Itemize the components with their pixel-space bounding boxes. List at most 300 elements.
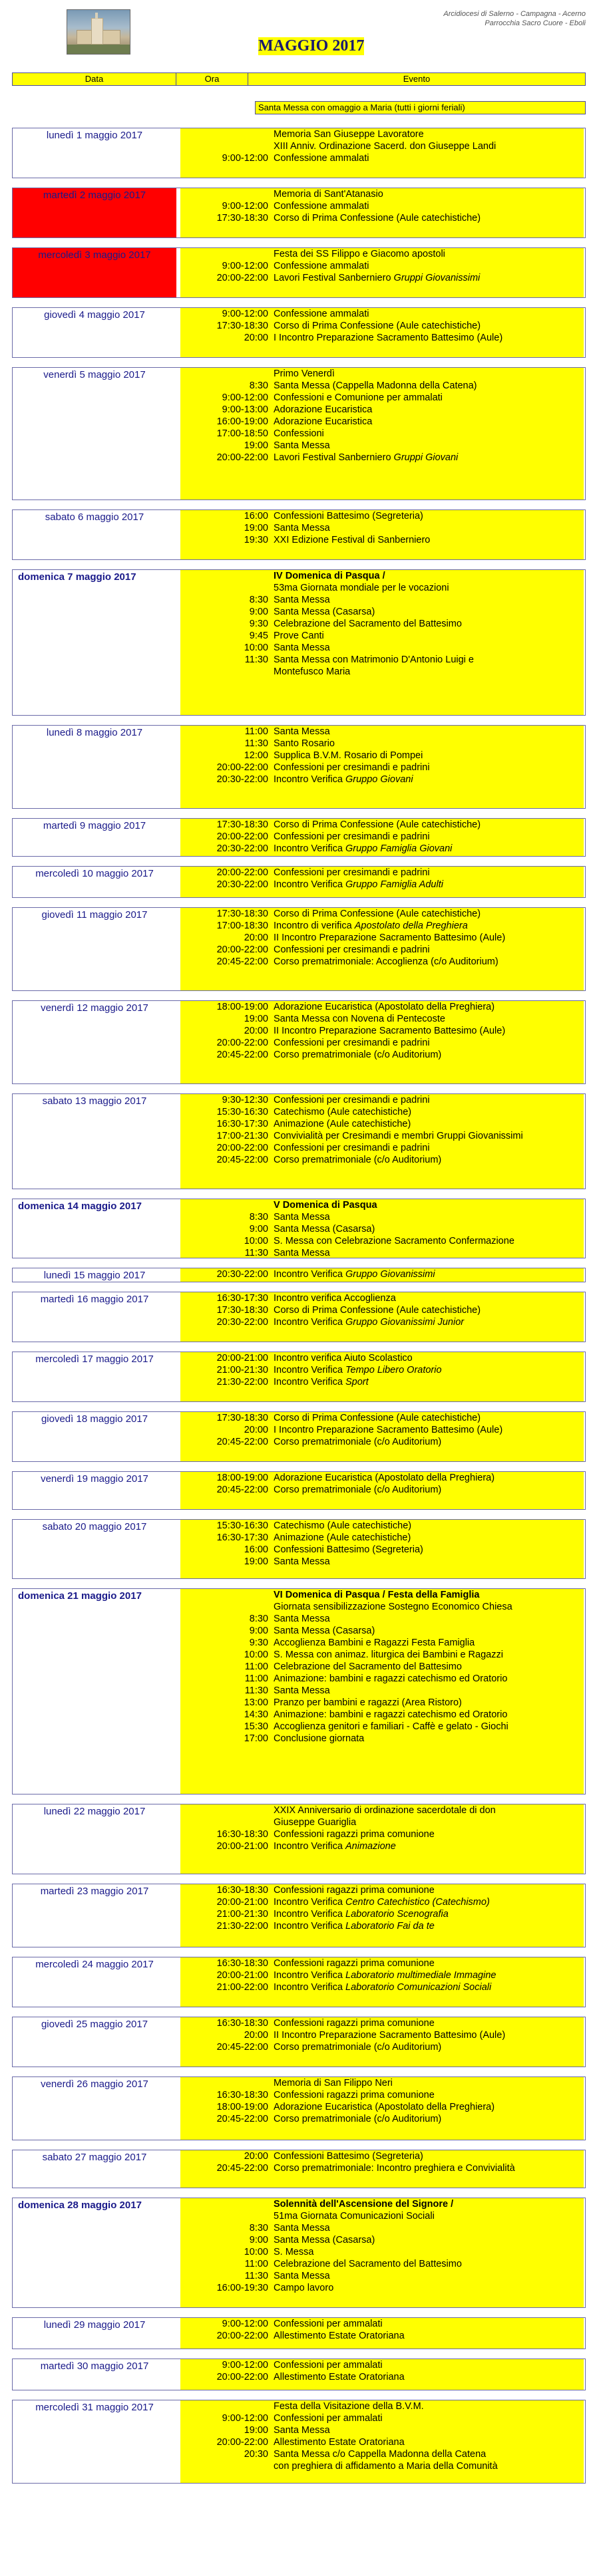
event-row [180, 879, 584, 891]
event-description: Confessioni [274, 428, 324, 439]
event-description: XIII Anniv. Ordinazione Sacerd. don Giuseppe Landi [274, 141, 497, 152]
event-row [180, 1908, 584, 1920]
event-time: 19:00 [244, 440, 268, 451]
event-time: 20:00-22:00 [216, 2372, 268, 2382]
header [12, 9, 586, 68]
event-time: 11:30 [244, 1685, 268, 1696]
event-row [180, 2270, 584, 2282]
event-description: Accoglienza Bambini e Ragazzi Festa Famiglia [274, 1638, 475, 1648]
event-time: 17:00 [244, 1733, 268, 1744]
event-time: 9:30 [249, 619, 268, 629]
event-row [180, 1673, 584, 1685]
event-description: Catechismo (Aule catechistiche) [274, 1520, 412, 1531]
event-description: Confessioni Battesimo (Segreteria) [274, 1544, 423, 1555]
event-row [180, 2371, 584, 2383]
event-description: Corso di Prima Confessione (Aule catechistiche) [274, 1305, 481, 1316]
event-row [180, 1268, 584, 1280]
event-description: Incontro Verifica Sport [274, 1377, 369, 1387]
event-group: Apostolato della Preghiera [354, 921, 468, 931]
event-description: Corso di Prima Confessione (Aule catechistiche) [274, 321, 481, 331]
event-description: Confessioni per cresimandi e padrini [274, 762, 430, 773]
event-row [180, 2412, 584, 2424]
event-time: 17:30-18:30 [216, 1413, 268, 1423]
event-row [180, 606, 584, 618]
event-row [180, 1118, 584, 1130]
day-block [12, 1199, 586, 1258]
event-time [180, 1601, 272, 1613]
event-group: Gruppi Giovani [393, 452, 459, 463]
event-description: Santa Messa [274, 1556, 330, 1567]
event-description: S. Messa con Celebrazione Sacramento Confermazione [274, 1236, 514, 1246]
event-row [180, 534, 584, 546]
event-description: Montefusco Maria [274, 666, 351, 677]
event-time: 21:00-22:00 [216, 1982, 268, 1993]
day-date: sabato 6 maggio 2017 [45, 511, 144, 523]
day-block [12, 247, 586, 298]
event-time: 20:45-22:00 [216, 2163, 268, 2174]
event-row [180, 2246, 584, 2258]
day-block [12, 1292, 586, 1342]
event-description: Incontro Verifica Tempo Libero Oratorio [274, 1365, 442, 1375]
event-time [180, 570, 272, 582]
event-row [180, 1142, 584, 1154]
day-date: giovedì 4 maggio 2017 [44, 309, 145, 321]
event-time: 17:00-18:50 [216, 428, 268, 439]
day-events [180, 1292, 584, 1342]
event-description: Confessioni per ammalati [274, 2360, 383, 2370]
event-row [180, 570, 584, 582]
event-row [180, 738, 584, 750]
event-description: Incontro Verifica Laboratorio Scenografia [274, 1909, 449, 1920]
event-description: IV Domenica di Pasqua / [274, 571, 385, 581]
event-description: Incontro Verifica Animazione [274, 1841, 396, 1852]
event-row [180, 1292, 584, 1304]
event-description: Incontro Verifica Laboratorio Fai da te [274, 1921, 435, 1932]
event-time: 11:30 [244, 2271, 268, 2281]
event-time: 9:00-12:00 [222, 2319, 268, 2329]
event-row [180, 932, 584, 944]
event-row [180, 1697, 584, 1709]
day-events [180, 1804, 584, 1874]
event-description: Confessione ammalati [274, 309, 369, 319]
event-time: 12:00 [244, 750, 268, 761]
event-row [180, 1472, 584, 1484]
event-description: Santa Messa [274, 1685, 330, 1696]
event-row [180, 428, 584, 440]
event-time: 20:00 [244, 1026, 268, 1036]
event-row [180, 1733, 584, 1745]
event-description: Corso prematrimoniale (c/o Auditorium) [274, 1050, 442, 1060]
event-time: 16:30-17:30 [216, 1293, 268, 1304]
day-date: martedì 30 maggio 2017 [40, 2361, 149, 2372]
event-row [180, 2258, 584, 2270]
day-events [180, 1884, 584, 1947]
event-description: Santa Messa [274, 1212, 330, 1222]
event-time [180, 2198, 272, 2210]
event-time: 21:00-21:30 [216, 1909, 268, 1920]
event-time: 20:00 [244, 333, 268, 343]
event-time [180, 1199, 272, 1211]
day-events [180, 188, 584, 237]
event-description: Catechismo (Aule catechistiche) [274, 1107, 412, 1117]
event-time: 8:30 [249, 380, 268, 391]
event-row [180, 140, 584, 152]
event-time: 9:00 [249, 607, 268, 617]
event-group: Laboratorio Fai da te [345, 1921, 435, 1932]
event-description: Confessioni ragazzi prima comunione [274, 1958, 435, 1969]
day-date: giovedì 18 maggio 2017 [41, 1413, 148, 1425]
event-time: 17:00-18:30 [216, 921, 268, 931]
event-time: 9:30 [249, 1638, 268, 1648]
day-events [180, 908, 584, 990]
event-description: Incontro Verifica Centro Catechistico (Catechismo) [274, 1897, 490, 1908]
event-time [180, 140, 272, 152]
day-events [180, 1589, 584, 1794]
day-date: giovedì 11 maggio 2017 [41, 909, 148, 921]
event-description: Santa Messa (Casarsa) [274, 2235, 375, 2245]
event-row [180, 212, 584, 224]
event-time: 20:00-21:00 [216, 1841, 268, 1852]
day-date: sabato 27 maggio 2017 [42, 2152, 147, 2163]
event-time: 9:00-12:00 [222, 309, 268, 319]
event-row [180, 2424, 584, 2436]
event-time: 17:30-18:30 [216, 819, 268, 830]
event-row [180, 1352, 584, 1364]
day-block [12, 1471, 586, 1510]
event-row [180, 2162, 584, 2174]
event-time [180, 2400, 272, 2412]
day-events [180, 1957, 584, 2007]
event-row [180, 1199, 584, 1211]
event-description: XXIX Anniversario di ordinazione sacerdotale di don [274, 1805, 496, 1816]
event-row [180, 1685, 584, 1697]
event-description: Allestimento Estate Oratoriana [274, 2372, 405, 2382]
event-time: 19:00 [244, 1556, 268, 1567]
event-row [180, 666, 584, 678]
event-description: Confessioni ragazzi prima comunione [274, 2018, 435, 2029]
event-time [180, 2460, 272, 2472]
event-row [180, 594, 584, 606]
event-time: 20:00-21:00 [216, 1897, 268, 1908]
event-description: Confessioni per cresimandi e padrini [274, 867, 430, 878]
event-row [180, 1613, 584, 1625]
event-time: 20:30-22:00 [216, 843, 268, 854]
event-row [180, 1828, 584, 1840]
event-time: 10:00 [244, 2247, 268, 2257]
day-date: mercoledì 3 maggio 2017 [13, 248, 176, 297]
day-date: martedì 2 maggio 2017 [13, 188, 176, 237]
day-block [12, 188, 586, 238]
event-row [180, 2234, 584, 2246]
day-date: domenica 21 maggio 2017 [18, 1590, 142, 1602]
event-row [180, 2330, 584, 2342]
event-time: 11:00 [244, 1673, 268, 1684]
event-row [180, 522, 584, 534]
event-time: 20:00-22:00 [216, 2437, 268, 2448]
event-description: Corso prematrimoniale (c/o Auditorium) [274, 1485, 442, 1495]
day-block [12, 1093, 586, 1189]
event-row [180, 944, 584, 956]
event-description: Corso di Prima Confessione (Aule catechistiche) [274, 1413, 481, 1423]
event-time: 8:30 [249, 1212, 268, 1222]
event-time: 16:30-18:30 [216, 1829, 268, 1840]
event-time: 19:00 [244, 2425, 268, 2436]
event-time: 9:00 [249, 2235, 268, 2245]
event-row [180, 1484, 584, 1496]
day-date: lunedì 1 maggio 2017 [46, 130, 143, 141]
event-description: Confessioni per ammalati [274, 2413, 383, 2424]
event-time: 11:30 [244, 738, 268, 749]
event-description: Confessioni e Comunione per ammalati [274, 392, 443, 403]
event-row [180, 272, 584, 284]
event-row [180, 1649, 584, 1661]
day-date: lunedì 22 maggio 2017 [43, 1806, 146, 1817]
day-block [12, 725, 586, 809]
day-events [180, 1199, 584, 1258]
event-row [180, 1025, 584, 1037]
event-time: 15:30-16:30 [216, 1107, 268, 1117]
event-description: Confessioni per cresimandi e padrini [274, 1095, 430, 1105]
event-row [180, 1532, 584, 1544]
event-row [180, 1211, 584, 1223]
event-row [180, 2077, 584, 2089]
event-description: Incontro Verifica Gruppo Giovanissimi [274, 1269, 435, 1280]
event-time: 20:30-22:00 [216, 879, 268, 890]
event-time: 20:00-21:00 [216, 1970, 268, 1981]
event-row [180, 2150, 584, 2162]
day-block [12, 818, 586, 857]
event-description: Giuseppe Guariglia [274, 1817, 357, 1828]
event-row [180, 1969, 584, 1981]
event-description: Animazione (Aule catechistiche) [274, 1119, 411, 1129]
event-description: Allestimento Estate Oratoriana [274, 2331, 405, 2341]
event-row [180, 1601, 584, 1613]
event-time: 10:00 [244, 1236, 268, 1246]
event-description: Convivialità per Cresimandi e membri Gruppi Giovanissimi [274, 1131, 523, 1141]
event-time: 15:30 [244, 1721, 268, 1732]
event-description: Incontro Verifica Gruppo Giovani [274, 774, 413, 785]
event-description: Confessioni Battesimo (Segreteria) [274, 511, 423, 521]
event-description: Santa Messa [274, 2271, 330, 2281]
event-row [180, 1661, 584, 1673]
event-time: 20:45-22:00 [216, 956, 268, 967]
event-row [180, 332, 584, 344]
event-time: 18:00-19:00 [216, 2102, 268, 2112]
day-block [12, 128, 586, 178]
event-row [180, 867, 584, 879]
event-description: Supplica B.V.M. Rosario di Pompei [274, 750, 423, 761]
event-description: Accoglienza genitori e familiari - Caffè e gelato - Giochi [274, 1721, 508, 1732]
event-row [180, 1637, 584, 1649]
event-row [180, 1981, 584, 1993]
event-row [180, 152, 584, 164]
day-date: lunedì 15 maggio 2017 [43, 1270, 146, 1281]
event-row [180, 2210, 584, 2222]
event-description: Confessioni per ammalati [274, 2319, 383, 2329]
event-row [180, 380, 584, 392]
event-description: Corso di Prima Confessione (Aule catechistiche) [274, 909, 481, 919]
event-time: 8:30 [249, 1614, 268, 1624]
event-time: 20:00-22:00 [216, 1038, 268, 1048]
event-time: 10:00 [244, 643, 268, 653]
event-row [180, 188, 584, 200]
day-block [12, 1268, 586, 1282]
event-description: Santa Messa (Casarsa) [274, 1626, 375, 1636]
event-time: 9:45 [249, 631, 268, 641]
event-row [180, 1412, 584, 1424]
event-description: Primo Venerdì [274, 368, 335, 379]
event-time: 9:00 [249, 1626, 268, 1636]
event-description: Corso prematrimoniale: Incontro preghiera e Convivialità [274, 2163, 515, 2174]
event-time: 13:00 [244, 1697, 268, 1708]
event-description: Corso prematrimoniale: Accoglienza (c/o Auditorium) [274, 956, 498, 967]
event-time: 20:00 [244, 2151, 268, 2162]
event-time: 16:00 [244, 511, 268, 521]
event-time: 20:00-22:00 [216, 944, 268, 955]
day-block [12, 1352, 586, 1402]
event-time: 21:30-22:00 [216, 1921, 268, 1932]
event-time: 9:00-12:00 [222, 201, 268, 212]
day-events [180, 2318, 584, 2349]
event-group: Laboratorio Comunicazioni Sociali [345, 1982, 492, 1993]
event-description: Celebrazione del Sacramento del Battesimo [274, 2259, 462, 2269]
event-time: 19:00 [244, 523, 268, 533]
event-group: Tempo Libero Oratorio [345, 1365, 442, 1375]
event-row [180, 320, 584, 332]
day-events [180, 128, 584, 178]
event-group: Gruppo Famiglia Adulti [345, 879, 443, 890]
event-description: Adorazione Eucaristica (Apostolato della Preghiera) [274, 2102, 495, 2112]
event-description: Santa Messa [274, 726, 330, 737]
event-row [180, 1304, 584, 1316]
event-description: Santa Messa [274, 1614, 330, 1624]
event-description: Santa Messa [274, 595, 330, 605]
event-description: XXI Edizione Festival di Sanberniero [274, 535, 431, 545]
event-description: S. Messa con animaz. liturgica dei Bambini e Ragazzi [274, 1649, 503, 1660]
event-row [180, 630, 584, 642]
event-time: 17:00-21:30 [216, 1131, 268, 1141]
event-row [180, 1001, 584, 1013]
event-time [180, 2077, 272, 2089]
event-time [180, 188, 272, 200]
event-description: Santa Messa [274, 2223, 330, 2233]
event-row [180, 2029, 584, 2041]
event-description: Allestimento Estate Oratoriana [274, 2437, 405, 2448]
event-description: Lavori Festival Sanberniero Gruppi Giovanissimi [274, 273, 481, 283]
event-description: Animazione: bambini e ragazzi catechismo ed Oratorio [274, 1709, 508, 1720]
event-row [180, 2359, 584, 2371]
event-row [180, 1223, 584, 1235]
day-date: lunedì 29 maggio 2017 [43, 2319, 146, 2331]
event-description: Santa Messa (Cappella Madonna della Catena) [274, 380, 477, 391]
event-time: 20:00 [244, 1425, 268, 1435]
diocese-line: Arcidiocesi di Salerno - Campagna - Acerno [443, 10, 586, 18]
event-group: Gruppo Giovanissimi [345, 1269, 435, 1280]
event-row [180, 774, 584, 786]
event-description: Adorazione Eucaristica (Apostolato della Preghiera) [274, 1473, 495, 1483]
event-time: 9:30-12:30 [222, 1095, 268, 1105]
event-description: Festa dei SS Filippo e Giacomo apostoli [274, 249, 445, 259]
event-description: Incontro Verifica Gruppo Famiglia Giovani [274, 843, 453, 854]
event-row [180, 1130, 584, 1142]
event-time: 20:00-22:00 [216, 867, 268, 878]
event-description: Confessioni ragazzi prima comunione [274, 1885, 435, 1896]
event-time: 15:30-16:30 [216, 1520, 268, 1531]
event-time: 16:00 [244, 1544, 268, 1555]
event-description: Conclusione giornata [274, 1733, 365, 1744]
column-ora: Ora [176, 73, 248, 85]
event-time: 20:00-22:00 [216, 452, 268, 463]
event-description: Santa Messa con Novena di Pentecoste [274, 1014, 445, 1024]
event-time: 20:30 [244, 2449, 268, 2460]
event-row [180, 1896, 584, 1908]
day-block [12, 2198, 586, 2308]
event-description: Santa Messa [274, 643, 330, 653]
event-row [180, 1840, 584, 1852]
event-row [180, 2436, 584, 2448]
event-time [180, 1816, 272, 1828]
event-description: Santa Messa [274, 440, 330, 451]
event-description: Corso di Prima Confessione (Aule catechistiche) [274, 819, 481, 830]
event-description: Prove Canti [274, 631, 324, 641]
event-row [180, 1544, 584, 1556]
event-time: 20:00 [244, 2030, 268, 2041]
event-description: Confessioni per cresimandi e padrini [274, 1143, 430, 1153]
event-row [180, 440, 584, 452]
event-time [180, 582, 272, 594]
event-description: V Domenica di Pasqua [274, 1200, 377, 1211]
day-date: domenica 14 maggio 2017 [18, 1201, 142, 1212]
day-events [180, 1268, 584, 1282]
event-row [180, 308, 584, 320]
event-time: 14:30 [244, 1709, 268, 1720]
event-row [180, 510, 584, 522]
event-description: I Incontro Preparazione Sacramento Battesimo (Aule) [274, 333, 503, 343]
event-description: Incontro Verifica Laboratorio Comunicazioni Sociali [274, 1982, 492, 1993]
event-description: Corso prematrimoniale (c/o Auditorium) [274, 1155, 442, 1165]
day-events [180, 2400, 584, 2483]
event-time: 18:00-19:00 [216, 1002, 268, 1012]
event-time: 9:00-12:00 [222, 2413, 268, 2424]
event-row [180, 1721, 584, 1733]
event-time: 16:30-18:30 [216, 2090, 268, 2100]
event-time: 11:00 [244, 2259, 268, 2269]
event-row [180, 1154, 584, 1166]
event-row [180, 618, 584, 630]
event-row [180, 392, 584, 404]
day-events [180, 570, 584, 715]
day-block [12, 509, 586, 560]
event-time: 9:00-13:00 [222, 404, 268, 415]
event-row [180, 1520, 584, 1532]
day-events [180, 1001, 584, 1083]
event-row [180, 1364, 584, 1376]
event-description: Adorazione Eucaristica [274, 404, 373, 415]
event-description: Confessioni per cresimandi e padrini [274, 1038, 430, 1048]
event-description: Corso prematrimoniale (c/o Auditorium) [274, 1437, 442, 1447]
event-description: Confessione ammalati [274, 201, 369, 212]
day-date: mercoledì 17 maggio 2017 [35, 1354, 154, 1365]
day-date: sabato 13 maggio 2017 [42, 1095, 147, 1107]
event-time: 20:45-22:00 [216, 1485, 268, 1495]
day-block [12, 1884, 586, 1947]
event-description: Campo lavoro [274, 2283, 334, 2293]
event-description: Festa della Visitazione della B.V.M. [274, 2401, 424, 2412]
event-description: Santa Messa [274, 523, 330, 533]
event-description: Santa Messa [274, 2425, 330, 2436]
event-time: 16:30-18:30 [216, 2018, 268, 2029]
event-time: 9:00-12:00 [222, 261, 268, 271]
